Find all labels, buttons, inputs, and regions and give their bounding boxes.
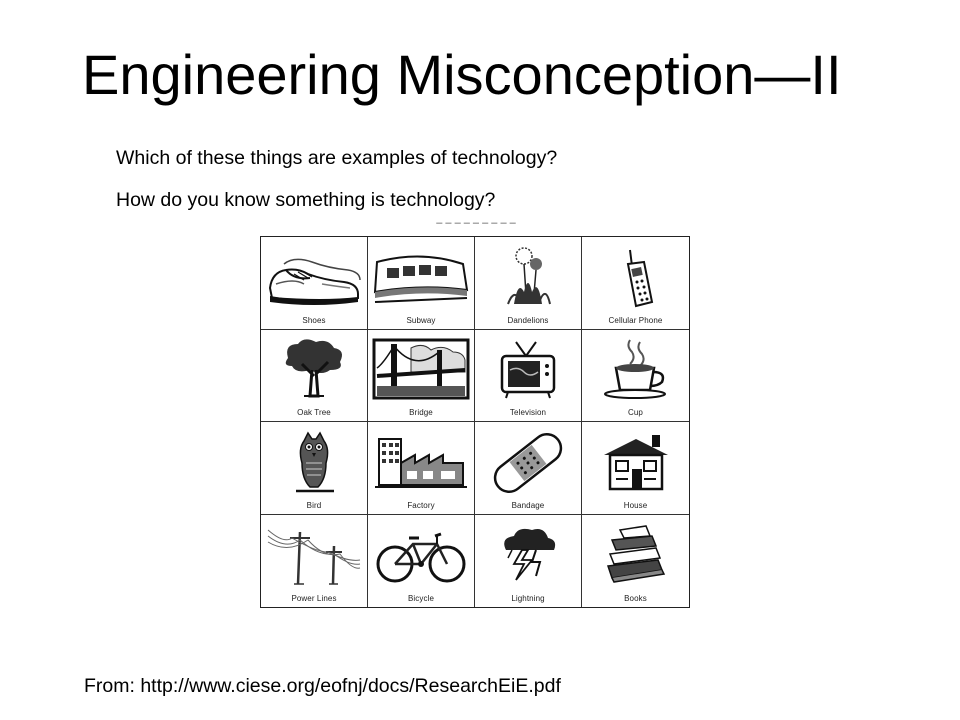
grid-cell-power-lines [261,515,368,608]
question-how-know-technology: How do you know something is technology? [116,189,496,211]
grid-label-books: Books [624,594,647,603]
bicycle-icon [371,522,471,588]
dandelions-icon [478,244,578,310]
grid-label-bandage: Bandage [511,500,545,510]
grid-cell-house [582,422,689,515]
grid-cell-oak-tree [261,330,368,423]
grid-label-lightning: Lightning [511,594,545,603]
lightning-icon [478,522,578,588]
slide-title: Engineering Misconception—II [82,43,842,106]
shoes-icon [264,244,364,310]
factory-icon [371,429,471,495]
grid-label-television: Television [509,408,547,417]
grid-cell-bandage [475,422,582,515]
power-lines-icon [264,522,364,588]
subway-icon [371,244,471,310]
grid-cell-bird [261,422,368,515]
grid-cell-bicycle [368,515,475,608]
grid-cell-dandelions [475,237,582,330]
grid-label-subway: Subway [406,315,436,325]
cup-icon [586,336,686,402]
bird-icon [264,429,364,495]
grid-cell-cellular-phone [582,237,689,330]
house-icon [586,429,686,495]
grid-label-bicycle: Bicycle [407,594,435,603]
grid-label-factory: Factory [407,500,435,510]
grid-cell-factory [368,422,475,515]
cropped-worksheet-heading: – – – – – – – – – [436,217,516,229]
grid-cell-subway [368,237,475,330]
grid-label-cup: Cup [628,408,643,417]
grid-label-bird: Bird [306,500,322,510]
technology-picture-grid [260,236,690,608]
grid-label-house: House [623,500,648,510]
grid-label-power-lines: Power Lines [291,594,337,603]
grid-cell-books [582,515,689,608]
grid-label-dandelions: Dandelions [507,315,549,325]
grid-cell-lightning [475,515,582,608]
books-icon [586,522,686,588]
question-technology-examples: Which of these things are examples of technology? [116,147,558,169]
grid-cell-television [475,330,582,423]
grid-cell-cup [582,330,689,423]
bandage-icon [478,429,578,495]
grid-label-bridge: Bridge [409,408,433,417]
grid-label-shoes: Shoes [302,315,326,325]
television-icon [478,336,578,402]
cellular-phone-icon [586,244,686,310]
source-citation: From: http://www.ciese.org/eofnj/docs/ResearchEiE.pdf [84,675,561,697]
grid-cell-bridge [368,330,475,423]
oak-tree-icon [264,336,364,402]
grid-label-oak-tree: Oak Tree [297,408,331,417]
grid-label-cellular-phone: Cellular Phone [608,315,663,325]
grid-cell-shoes [261,237,368,330]
bridge-icon [371,336,471,402]
